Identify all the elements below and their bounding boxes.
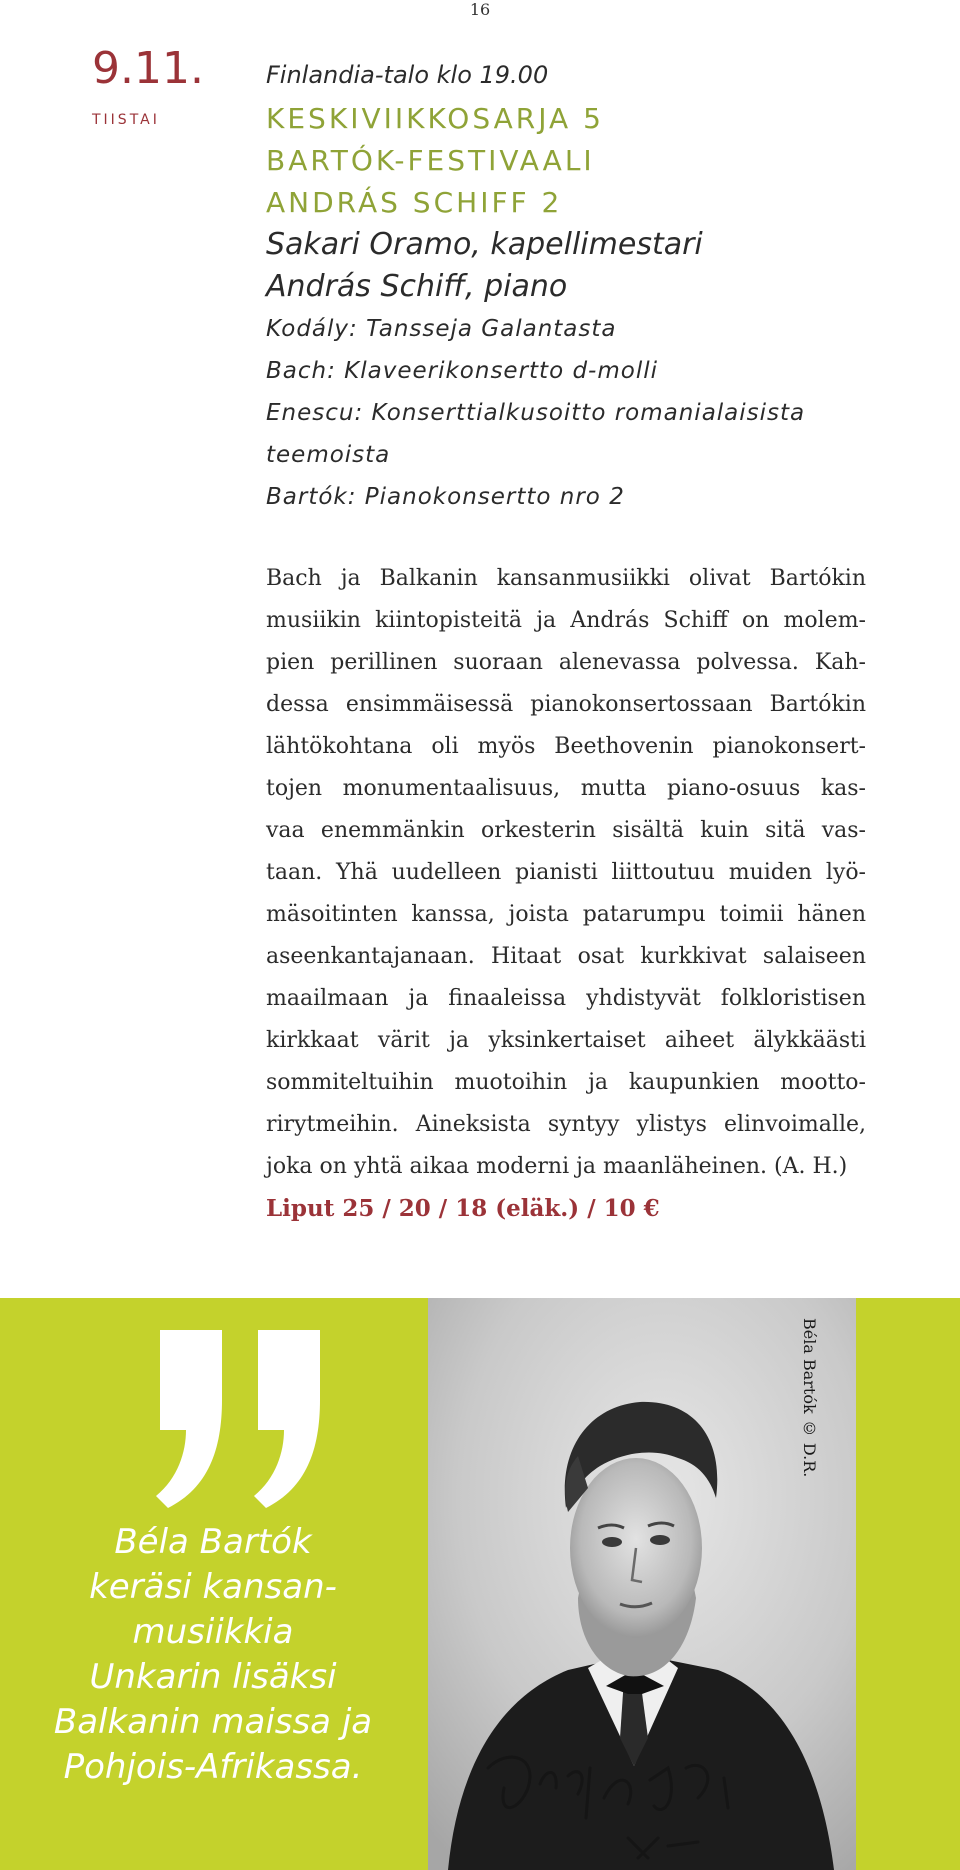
bartok-portrait-photo [428,1298,856,1870]
event-description [266,558,866,1230]
description-line: dessa ensimmäisessä pianokonsertossaan Bartókin [266,692,866,717]
performer-conductor: Sakari Oramo, kapellimestari [266,227,703,262]
program-item: Bach: Klaveerikonsertto d-molli [266,358,659,384]
event-weekday: TIISTAI [92,112,160,128]
program-item: teemoista [266,442,391,468]
event-venue: Finlandia-talo klo 19.00 [266,61,549,89]
series-title-line: KESKIVIIKKOSARJA 5 [266,102,604,135]
pull-quote-line: musiikkia [132,1612,294,1652]
description-line: vaa enemmänkin orkesterin sisältä kuin sitä vas- [266,818,866,843]
pull-quote [18,1520,408,1790]
quote-mark-icon [130,1330,360,1510]
description-line: taan. Yhä uudelleen pianisti liittoutuu muiden lyö- [266,860,866,885]
description-line: kirkkaat värit ja yksinkertaiset aiheet älykkäästi [266,1028,866,1053]
page-number: 16 [469,0,491,19]
program-item: Enescu: Konserttialkusoitto romanialaisista [266,400,806,426]
event-date: 9.11. [92,43,204,94]
pull-quote-line: keräsi kansan- [89,1567,337,1607]
description-line: rirytmeihin. Aineksista syntyy ylistys elinvoimalle, [266,1112,866,1137]
description-line: lähtökohtana oli myös Beethovenin pianokonsert- [266,734,866,759]
description-line: musiikin kiintopisteitä ja András Schiff on molem- [266,608,866,633]
pull-quote-line: Balkanin maissa ja [53,1702,373,1742]
pull-quote-line: Pohjois-Afrikassa. [63,1747,363,1787]
description-line: aseenkantajanaan. Hitaat osat kurkkivat salaiseen [266,944,866,969]
event-header [266,58,886,518]
description-line: Bach ja Balkanin kansanmusiikki olivat Bartókin [266,566,866,591]
series-title-line: BARTÓK-FESTIVAALI [266,144,595,177]
program-item: Kodály: Tansseja Galantasta [266,316,617,342]
ticket-prices: Liput 25 / 20 / 18 (eläk.) / 10 € [266,1195,660,1222]
description-line: sommiteltuihin muotoihin ja kaupunkien mootto- [266,1070,866,1095]
description-line: pien perillinen suoraan alenevassa polvessa. Kah- [266,650,866,675]
series-title-line: ANDRÁS SCHIFF 2 [266,186,563,219]
description-line: joka on yhtä aikaa moderni ja maanläheinen. (A. H.) [266,1154,848,1179]
performer-soloist: András Schiff, piano [266,269,568,304]
program-item: Bartók: Pianokonsertto nro 2 [266,484,625,510]
description-line: tojen monumentaalisuus, mutta piano-osuus kas- [266,776,866,801]
photo-credit: Béla Bartók © D.R. [800,1318,819,1478]
description-line: mäsoitinten kanssa, joista patarumpu toimii hänen [266,902,866,927]
pull-quote-line: Béla Bartók [114,1522,312,1562]
pull-quote-line: Unkarin lisäksi [89,1657,337,1697]
description-line: maailmaan ja finaaleissa yhdistyvät folkloristisen [266,986,866,1011]
